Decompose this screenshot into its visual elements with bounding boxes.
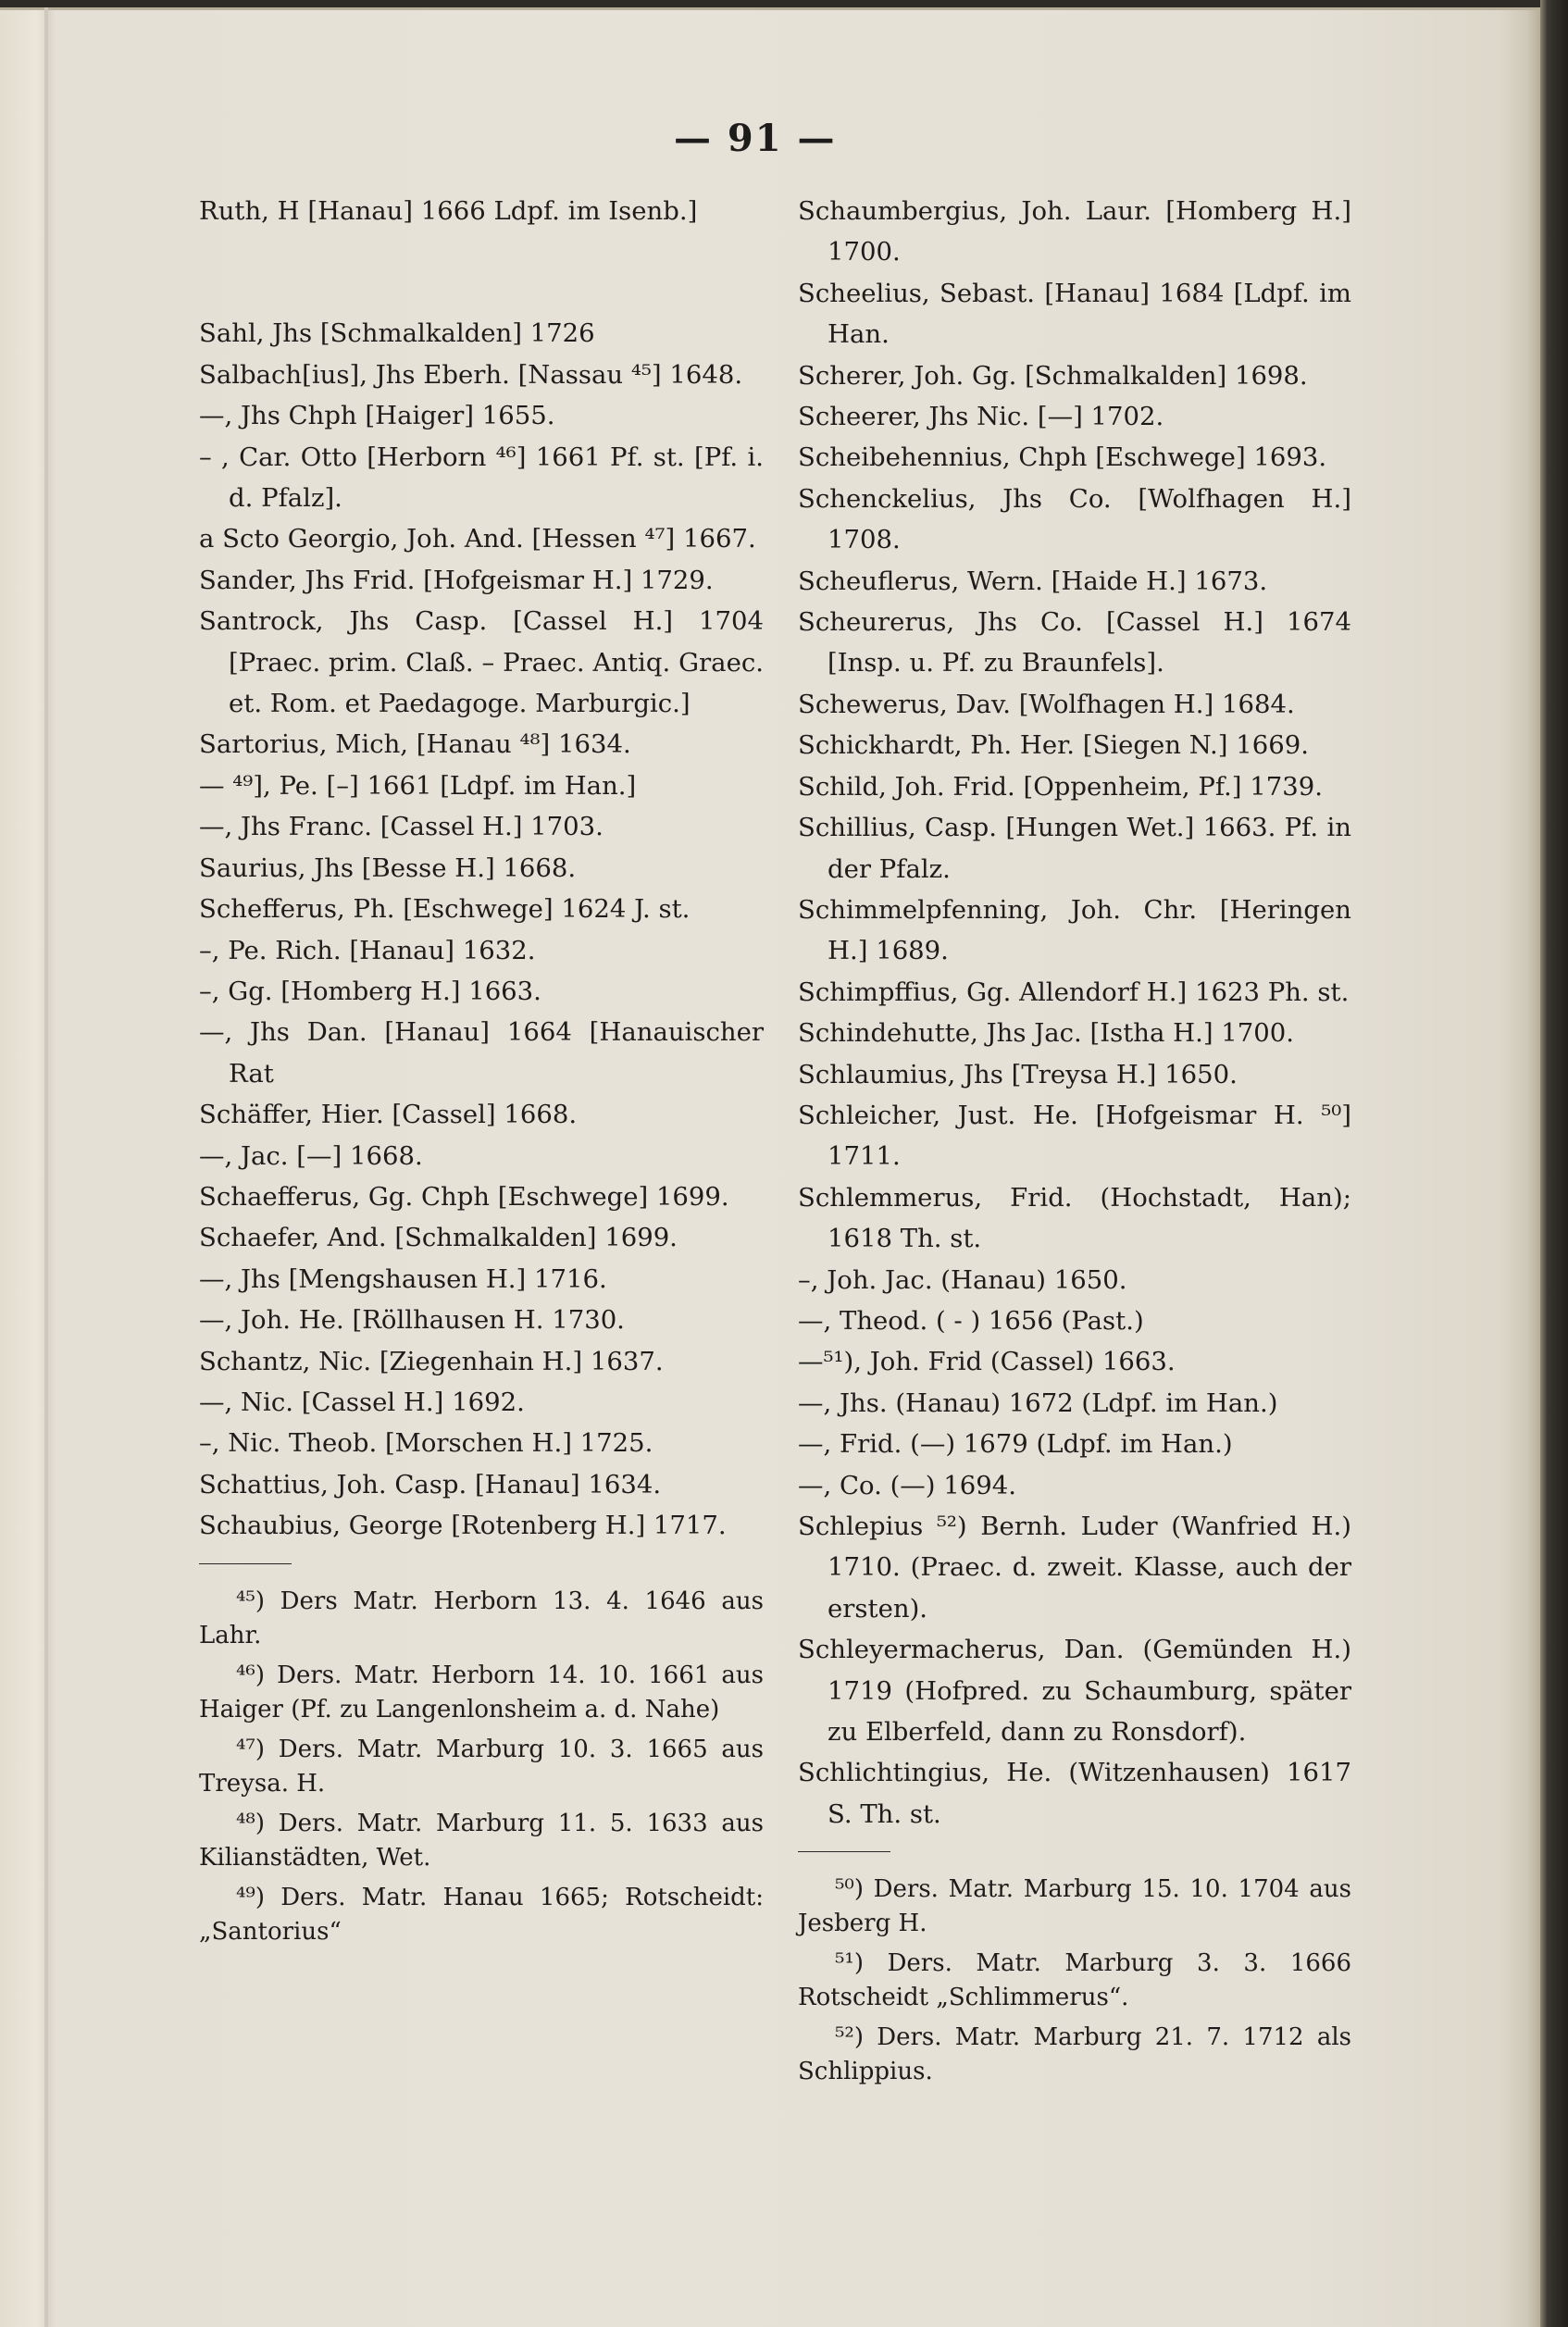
footnote: ⁵⁰) Ders. Matr. Marburg 15. 10. 1704 aus Jesberg H. <box>798 1875 1351 1938</box>
entry: Scheurerus, Jhs Co. [Cassel H.] 1674 [Insp. u. Pf. zu Braunfels]. <box>798 607 1351 678</box>
entry: Schild, Joh. Frid. [Oppenheim, Pf.] 1739. <box>798 771 1323 802</box>
entry: Schleicher, Just. He. [Hofgeismar H. ⁵⁰] 1711. <box>798 1100 1351 1172</box>
entry: Scheelius, Sebast. [Hanau] 1684 [Ldpf. im Han. <box>798 278 1351 350</box>
entry: Schaubius, George [Rotenberg H.] 1717. <box>199 1511 727 1541</box>
section-gap <box>199 231 764 313</box>
entry: Sahl, Jhs [Schmalkalden] 1726 <box>199 318 595 349</box>
entry: Schenckelius, Jhs Co. [Wolfhagen H.] 1708. <box>798 483 1351 555</box>
entry: Sander, Jhs Frid. [Hofgeismar H.] 1729. <box>199 565 714 595</box>
entry: – , Car. Otto [Herborn ⁴⁶] 1661 Pf. st. [Pf. i. d. Pfalz]. <box>199 442 764 514</box>
footnote-divider <box>199 1563 292 1564</box>
footnote: ⁴⁸) Ders. Matr. Marburg 11. 5. 1633 aus Kilianstädten, Wet. <box>199 1809 764 1872</box>
entry: Schewerus, Dav. [Wolfhagen H.] 1684. <box>798 689 1295 719</box>
entry: Schantz, Nic. [Ziegenhain H.] 1637. <box>199 1346 664 1376</box>
entry: —⁵¹), Joh. Frid (Cassel) 1663. <box>798 1347 1176 1377</box>
entry: Salbach[ius], Jhs Eberh. [Nassau ⁴⁵] 1648. <box>199 359 743 390</box>
entry: Schlaumius, Jhs [Treysa H.] 1650. <box>798 1059 1238 1089</box>
footnote-divider <box>798 1851 890 1852</box>
entry: Santrock, Jhs Casp. [Cassel H.] 1704 [Praec. prim. Claß. – Praec. Antiq. Graec. et. Rom. et Paedagoge. Marburgic.] <box>199 606 764 719</box>
entry: –, Joh. Jac. (Hanau) 1650. <box>798 1264 1127 1295</box>
entry: –, Pe. Rich. [Hanau] 1632. <box>199 935 536 965</box>
entry: Schlepius ⁵²) Bernh. Luder (Wanfried H.) 1710. (Praec. d. zweit. Klasse, auch der ersten). <box>798 1512 1351 1624</box>
footnote: ⁴⁷) Ders. Matr. Marburg 10. 3. 1665 aus Treysa. H. <box>199 1735 764 1798</box>
entry: Schaumbergius, Joh. Laur. [Homberg H.] 1700. <box>798 196 1351 268</box>
entry: —, Jac. [—] 1668. <box>199 1140 423 1171</box>
binding-gutter <box>44 7 48 2327</box>
entry: Scheerer, Jhs Nic. [—] 1702. <box>798 402 1164 432</box>
entry: —, Jhs Chph [Haiger] 1655. <box>199 401 555 431</box>
entry: Sartorius, Mich, [Hanau ⁴⁸] 1634. <box>199 729 631 760</box>
entry: Schindehutte, Jhs Jac. [Istha H.] 1700. <box>798 1018 1295 1049</box>
entry: Schillius, Casp. [Hungen Wet.] 1663. Pf. in der Pfalz. <box>798 813 1351 884</box>
entry: Scheuflerus, Wern. [Haide H.] 1673. <box>798 566 1268 596</box>
entry: — ⁴⁹], Pe. [–] 1661 [Ldpf. im Han.] <box>199 770 637 801</box>
entry: Schaefferus, Gg. Chph [Eschwege] 1699. <box>199 1181 729 1212</box>
footnote: ⁵¹) Ders. Matr. Marburg 3. 3. 1666 Rotscheidt „Schlimmerus“. <box>798 1949 1351 2012</box>
entry: —, Frid. (—) 1679 (Ldpf. im Han.) <box>798 1429 1233 1460</box>
entry: Schickhardt, Ph. Her. [Siegen N.] 1669. <box>798 730 1309 761</box>
footnote: ⁴⁵) Ders Matr. Herborn 13. 4. 1646 aus Lahr. <box>199 1587 764 1649</box>
right-column <box>798 191 1351 2095</box>
entry: Schlichtingius, He. (Witzenhausen) 1617 S. Th. st. <box>798 1758 1351 1829</box>
entry: Saurius, Jhs [Besse H.] 1668. <box>199 852 577 883</box>
footnote: ⁴⁹) Ders. Matr. Hanau 1665; Rotscheidt: „Santorius“ <box>199 1883 764 1946</box>
entry: Schattius, Joh. Casp. [Hanau] 1634. <box>199 1469 662 1499</box>
entry: —, Co. (—) 1694. <box>798 1470 1017 1500</box>
entry: —, Nic. [Cassel H.] 1692. <box>199 1387 525 1417</box>
entry: –, Gg. [Homberg H.] 1663. <box>199 976 541 1006</box>
entry: a Scto Georgio, Joh. And. [Hessen ⁴⁷] 1667. <box>199 524 756 554</box>
entry: —, Joh. He. [Röllhausen H. 1730. <box>199 1305 625 1336</box>
entry: Scheibehennius, Chph [Eschwege] 1693. <box>798 442 1327 473</box>
entry: Schaefer, And. [Schmalkalden] 1699. <box>199 1223 678 1253</box>
entry: —, Jhs [Mengshausen H.] 1716. <box>199 1263 607 1294</box>
entry: –, Nic. Theob. [Morschen H.] 1725. <box>199 1428 653 1459</box>
entry: Schimmelpfenning, Joh. Chr. [Heringen H.] 1689. <box>798 894 1351 966</box>
entry: Ruth, H [Hanau] 1666 Ldpf. im Isenb.] <box>199 196 698 226</box>
entry: —, Jhs. (Hanau) 1672 (Ldpf. im Han.) <box>798 1387 1278 1418</box>
scan-edge-shadow <box>1540 0 1568 2327</box>
entry: Schimpffius, Gg. Allendorf H.] 1623 Ph. st. <box>798 977 1350 1007</box>
entry: Schefferus, Ph. [Eschwege] 1624 J. st. <box>199 894 691 925</box>
entry: Scherer, Joh. Gg. [Schmalkalden] 1698. <box>798 360 1308 391</box>
entry: —, Jhs Dan. [Hanau] 1664 [Hanauischer Rat <box>199 1017 764 1089</box>
entry: —, Jhs Franc. [Cassel H.] 1703. <box>199 812 604 842</box>
footnote: ⁵²) Ders. Matr. Marburg 21. 7. 1712 als Schlippius. <box>798 2023 1351 2086</box>
entry: Schlemmerus, Frid. (Hochstadt, Han); 1618 Th. st. <box>798 1182 1351 1254</box>
page-number: — 91 — <box>674 117 837 160</box>
left-column <box>199 191 764 1955</box>
entry: Schäffer, Hier. [Cassel] 1668. <box>199 1100 578 1130</box>
footnote: ⁴⁶) Ders. Matr. Herborn 14. 10. 1661 aus Haiger (Pf. zu Langenlonsheim a. d. Nahe) <box>199 1661 764 1723</box>
entry: —, Theod. ( - ) 1656 (Past.) <box>798 1305 1144 1336</box>
book-page <box>0 7 1540 2327</box>
entry: Schleyermacherus, Dan. (Gemünden H.) 1719 (Hofpred. zu Schaumburg, später zu Elberfeld, dann zu Ronsdorf). <box>798 1635 1351 1748</box>
